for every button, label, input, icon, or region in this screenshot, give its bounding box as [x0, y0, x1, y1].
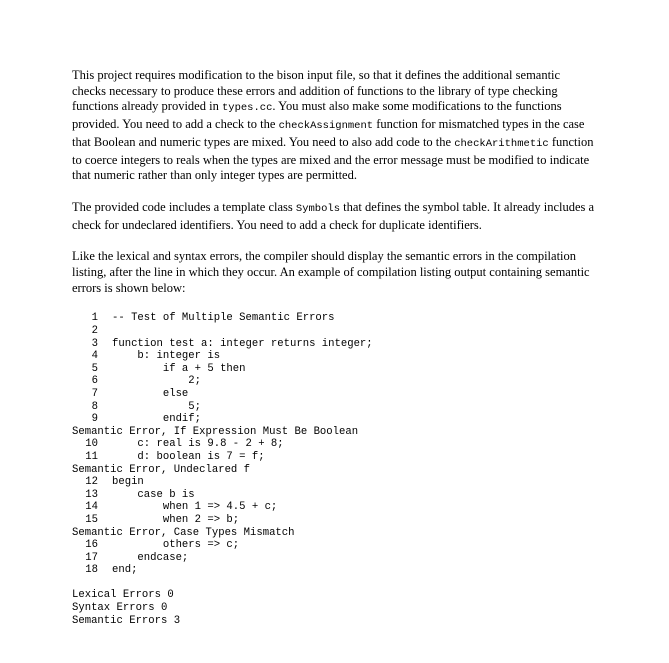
- listing-line: [72, 564, 597, 577]
- source-code: function test a: integer returns integer;: [112, 337, 373, 350]
- compilation-listing: [72, 312, 597, 576]
- line-number: 11: [85, 450, 98, 463]
- line-number: 7: [91, 388, 98, 400]
- paragraph-text: function for mismatched types in the case that Boolean and numeric types are mixed. You need to also add code to the: [72, 117, 585, 149]
- paragraph-text: function to coerce integers to reals when the types are mixed and the error message must be modified to indicate that numeric rather than only integer types are permitted.: [72, 134, 594, 183]
- source-code: others => c;: [112, 539, 240, 552]
- source-code: endif;: [112, 413, 202, 426]
- line-number: 2: [91, 325, 98, 338]
- line-number: 3: [91, 337, 98, 350]
- listing-line: [72, 552, 597, 565]
- source-code: 2;: [112, 375, 202, 388]
- inline-code: Symbols: [295, 202, 340, 215]
- listing-line: [72, 325, 597, 338]
- line-number: 12: [85, 476, 98, 489]
- instructions-text: [72, 68, 597, 296]
- source-code: if a + 5 then: [112, 362, 246, 375]
- line-number: 15: [85, 513, 98, 526]
- paragraph-text: This project requires modification to the bison input file, so that it defines the additional semantic checks necessary to produce these errors and addition of functions to the library of type checking functions already provided in: [72, 68, 561, 114]
- listing-line: [72, 489, 597, 502]
- listing-line: [72, 451, 597, 464]
- line-number: 4: [91, 350, 98, 363]
- line-number: 5: [91, 362, 98, 375]
- line-number: 17: [85, 551, 98, 564]
- inline-code: checkArithmetic: [454, 137, 549, 150]
- source-code: else: [112, 388, 189, 400]
- listing-line: [72, 338, 597, 351]
- line-number: 14: [85, 501, 98, 514]
- listing-line: [72, 388, 597, 401]
- listing-line: [72, 501, 597, 514]
- line-number: 16: [85, 539, 98, 552]
- error-count-line: Semantic Errors 3: [72, 614, 181, 627]
- paragraph: [72, 249, 597, 296]
- error-count-line: Syntax Errors 0: [72, 601, 168, 614]
- paragraph-text: . You must also make some modifications to the functions provided. You need to add a check to the: [72, 99, 562, 132]
- source-code: begin: [112, 476, 144, 489]
- source-code: 5;: [112, 400, 202, 413]
- listing-line: [72, 413, 597, 426]
- source-code: case b is: [112, 488, 195, 501]
- line-number: 9: [91, 413, 98, 426]
- error-count-line: Lexical Errors 0: [72, 588, 174, 601]
- source-code: when 2 => b;: [112, 513, 240, 526]
- inline-code: types.cc: [221, 102, 273, 115]
- line-number: 6: [91, 375, 98, 388]
- error-summary: [72, 589, 597, 627]
- line-number: 13: [85, 488, 98, 501]
- source-code: c: real is 9.8 - 2 + 8;: [112, 438, 284, 451]
- source-code: endcase;: [112, 551, 189, 564]
- paragraph-text: The provided code includes a template class: [72, 199, 296, 214]
- inline-code: checkAssignment: [278, 120, 374, 133]
- listing-line: [72, 476, 597, 489]
- paragraph-text: Like the lexical and syntax errors, the compiler should display the semantic errors in the compilation listing, after the line in which they occur. An example of compilation listing output containing semantic errors is shown below:: [72, 249, 590, 295]
- source-code: d: boolean is 7 = f;: [112, 450, 265, 463]
- source-code: end;: [112, 564, 138, 577]
- line-number: 10: [85, 438, 98, 451]
- source-code: -- Test of Multiple Semantic Errors: [112, 312, 335, 325]
- listing-line: [72, 401, 597, 414]
- paragraph: [72, 68, 597, 184]
- semantic-error-line: Semantic Error, Undeclared f: [72, 463, 251, 476]
- listing-line: [72, 514, 597, 527]
- listing-line: [72, 350, 597, 363]
- paragraph-text: that defines the symbol table. It already includes a check for undeclared identifiers. You need to add a check for duplicate identifiers.: [72, 199, 595, 232]
- semantic-error-line: Semantic Error, If Expression Must Be Boolean: [72, 425, 359, 438]
- listing-line: [72, 438, 597, 451]
- semantic-error-line: Semantic Error, Case Types Mismatch: [72, 526, 295, 539]
- line-number: 18: [85, 564, 98, 577]
- source-code: b: integer is: [112, 350, 221, 363]
- listing-line: [72, 375, 597, 388]
- line-number: 1: [91, 312, 98, 325]
- line-number: 8: [91, 400, 98, 413]
- listing-line: [72, 539, 597, 552]
- paragraph: [72, 200, 597, 233]
- listing-line: [72, 312, 597, 325]
- document-body: [72, 68, 597, 627]
- listing-line: [72, 363, 597, 376]
- source-code: when 1 => 4.5 + c;: [112, 501, 278, 514]
